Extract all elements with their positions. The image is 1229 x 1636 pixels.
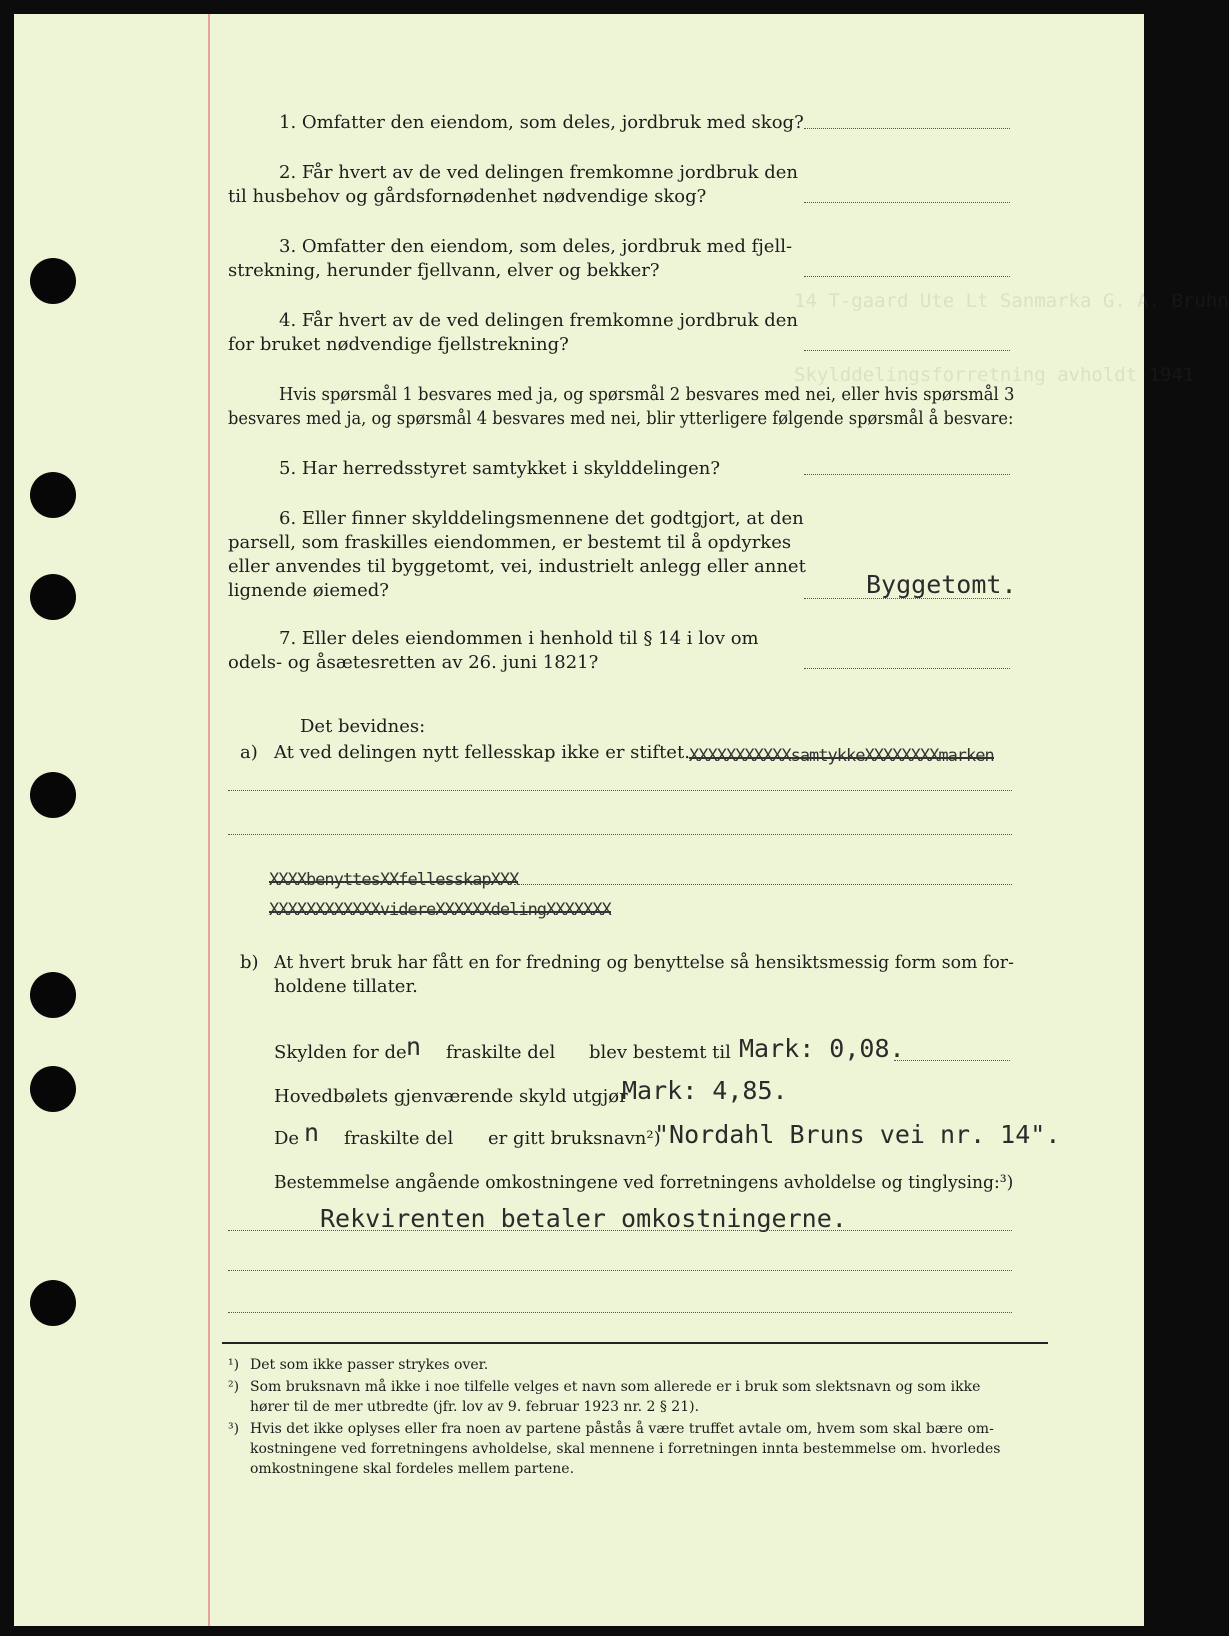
- bruksnavn-label-post: er gitt bruksnavn²): [488, 1128, 661, 1149]
- question-4-cont: for bruket nødvendige fjellstrekning?: [228, 334, 569, 355]
- answer-6-typed: Byggetomt.: [866, 570, 1017, 599]
- struck-out-text: XXXXbenyttesXXfellesskapXXX: [269, 870, 519, 890]
- struck-out-text: XXXXXXXXXXXXvidereXXXXXXdelingXXXXXXX: [269, 900, 611, 920]
- document-sheet: [14, 14, 1229, 1626]
- answer-line-5: [804, 474, 1010, 475]
- blank-line: [228, 1230, 1012, 1231]
- item-a-marker: a): [240, 742, 258, 763]
- answer-line-6: [804, 598, 1010, 599]
- skyld-label-mid: fraskilte del: [446, 1042, 556, 1063]
- punch-hole-icon: [30, 972, 76, 1018]
- blank-line: [228, 834, 1012, 835]
- hovedbol-label: Hovedbølets gjenværende skyld utgjør: [274, 1086, 628, 1107]
- footnote-3-cont: omkostningene skal fordeles mellem partene.: [250, 1461, 575, 1477]
- condition-text: Hvis spørsmål 1 besvares med ja, og spørsmål 2 besvares med nei, eller hvis spørsmål 3: [279, 384, 1015, 405]
- skyld-label-post: blev bestemt til: [589, 1042, 731, 1063]
- bruksnavn-label: De: [274, 1128, 300, 1149]
- question-6: 6. Eller finner skylddelingsmennene det godtgjort, at den: [279, 508, 804, 529]
- item-a-text: At ved delingen nytt fellesskap ikke er stiftet.: [274, 742, 690, 763]
- answer-line-4: [804, 350, 1010, 351]
- condition-text-cont: besvares med ja, og spørsmål 4 besvares med nei, blir ytterligere følgende spørsmål å besvare:: [228, 408, 1014, 429]
- footnote-2: Som bruksnavn må ikke i noe tilfelle velges et navn som allerede er i bruk som slektsnavn og som ikke: [250, 1379, 981, 1395]
- item-b-marker: b): [240, 952, 259, 973]
- footnote-3: Hvis det ikke oplyses eller fra noen av partene påstås å være truffet avtale om, hvem som skal bære om-: [250, 1421, 994, 1437]
- punch-hole-icon: [30, 574, 76, 620]
- omkostning-value: Rekvirenten betaler omkostningerne.: [320, 1204, 847, 1233]
- omkostning-label: Bestemmelse angående omkostningene ved forretningens avholdelse og tinglysing:³): [274, 1172, 1014, 1193]
- footnote-2-marker: ²): [228, 1379, 240, 1395]
- hovedbol-value: Mark: 4,85.: [622, 1076, 788, 1105]
- bruksnavn-n-mark: n: [304, 1118, 320, 1147]
- answer-line-3: [804, 276, 1010, 277]
- answer-line-7: [804, 668, 1010, 669]
- punch-hole-icon: [30, 772, 76, 818]
- blank-line: [894, 1060, 1010, 1061]
- question-1: 1. Omfatter den eiendom, som deles, jordbruk med skog?: [279, 112, 804, 133]
- answer-line-2: [804, 202, 1010, 203]
- question-2: 2. Får hvert av de ved delingen fremkomne jordbruk den: [279, 162, 798, 183]
- question-7-cont: odels- og åsætesretten av 26. juni 1821?: [228, 652, 599, 673]
- footnote-3-cont: kostningene ved forretningens avholdelse, skal mennene i forretningen innta bestemmelse om. hvorledes: [250, 1441, 1001, 1457]
- question-6-cont: lignende øiemed?: [228, 580, 389, 601]
- punch-hole-icon: [30, 1066, 76, 1112]
- footnote-rule: [222, 1342, 1048, 1344]
- answer-line-1: [804, 128, 1010, 129]
- footnote-1: Det som ikke passer strykes over.: [250, 1357, 489, 1373]
- skyld-label: Skylden for de: [274, 1042, 407, 1063]
- skyld-value: Mark: 0,08.: [739, 1034, 905, 1063]
- item-b-text: At hvert bruk har fått en for fredning og benyttelse så hensiktsmessig form som for-: [274, 952, 1014, 973]
- skyld-n-mark: n: [406, 1032, 422, 1061]
- bleed-through-text: 14 T-gaard Ute Lt Sanmarka G. A. Bruhn: [794, 290, 1229, 312]
- question-3-cont: strekning, herunder fjellvann, elver og bekker?: [228, 260, 660, 281]
- question-6-cont: eller anvendes til byggetomt, vei, industrielt anlegg eller annet: [228, 556, 806, 577]
- footnote-1-marker: ¹): [228, 1357, 240, 1373]
- punch-hole-icon: [30, 472, 76, 518]
- bruksnavn-label-mid: fraskilte del: [344, 1128, 454, 1149]
- question-3: 3. Omfatter den eiendom, som deles, jordbruk med fjell-: [279, 236, 793, 257]
- footnote-3-marker: ³): [228, 1421, 240, 1437]
- margin-line: [208, 14, 210, 1626]
- blank-line: [228, 790, 1012, 791]
- question-5: 5. Har herredsstyret samtykket i skylddelingen?: [279, 458, 720, 479]
- blank-line: [514, 884, 1012, 885]
- bleed-through-text: Skylddelingsforretning avholdt 1941: [794, 364, 1195, 386]
- question-2-cont: til husbehov og gårdsfornødenhet nødvendige skog?: [228, 186, 707, 207]
- certification-heading: Det bevidnes:: [300, 716, 426, 737]
- question-4: 4. Får hvert av de ved delingen fremkomne jordbruk den: [279, 310, 798, 331]
- question-6-cont: parsell, som fraskilles eiendommen, er bestemt til å opdyrkes: [228, 532, 792, 553]
- item-b-text-cont: holdene tillater.: [274, 976, 418, 997]
- blank-line: [228, 1270, 1012, 1271]
- struck-out-text: XXXXXXXXXXXsamtykkeXXXXXXXXmarken: [689, 746, 994, 766]
- blank-line: [228, 1312, 1012, 1313]
- punch-hole-icon: [30, 1280, 76, 1326]
- footnote-2-cont: hører til de mer utbredte (jfr. lov av 9. februar 1923 nr. 2 § 21).: [250, 1399, 700, 1415]
- question-7: 7. Eller deles eiendommen i henhold til § 14 i lov om: [279, 628, 759, 649]
- punch-hole-icon: [30, 258, 76, 304]
- bruksnavn-value: "Nordahl Bruns vei nr. 14".: [654, 1120, 1061, 1149]
